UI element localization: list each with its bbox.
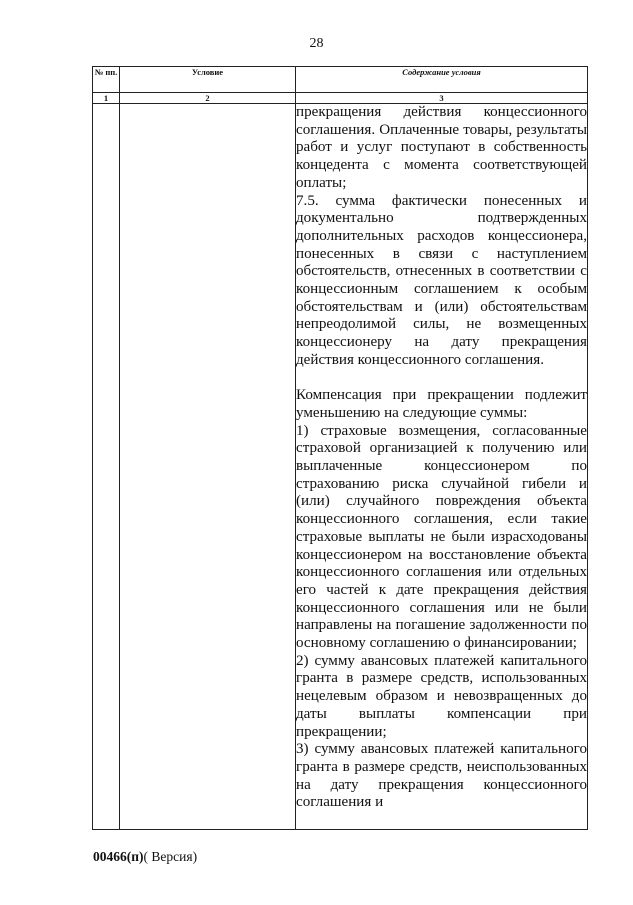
document-version: ( Версия) xyxy=(143,849,198,864)
header-content: Содержание условия xyxy=(296,67,588,93)
header-condition: Условие xyxy=(120,67,296,93)
content-paragraph: 3) сумму авансовых платежей капитального гранта в размере средств, неиспользованных на дату прекращения концессионного соглашения и xyxy=(296,741,587,811)
document-footer xyxy=(93,849,197,865)
content-paragraph: 2) сумму авансовых платежей капитального гранта в размере средств, использованных нецелевым образом и невозвращенных до даты выплаты компенсации при прекращении; xyxy=(296,652,587,740)
table-header-row xyxy=(93,67,588,93)
table-row xyxy=(93,104,588,830)
column-number-1: 1 xyxy=(93,93,120,104)
num-cell xyxy=(93,104,120,830)
condition-cell xyxy=(120,104,296,830)
content-paragraph: прекращения действия концессионного соглашения. Оплаченные товары, результаты работ и услуг поступают в собственность концедента с момента соответствующей оплаты; xyxy=(296,104,587,191)
conditions-table xyxy=(92,66,588,830)
content-paragraph: 1) страховые возмещения, согласованные страховой организацией к получению или выплаченные концессионером по страхованию риска случайной гибели и (или) случайного повреждения объекта концессионного соглашения, если такие страховые выплаты не были израсходованы концессионером на восстановление объекта концессионного соглашения или отдельных его частей к дате прекращения действия концессионного соглашения или не были направлены на погашение задолженности по основному соглашению о финансировании; xyxy=(296,422,587,652)
content-paragraph: Компенсация при прекращении подлежит уменьшению на следующие суммы: xyxy=(296,387,587,421)
header-num: № пп. xyxy=(93,67,120,93)
content-cell xyxy=(296,104,588,830)
column-number-2: 2 xyxy=(120,93,296,104)
column-number-row xyxy=(93,93,588,104)
content-paragraph: 7.5. сумма фактически понесенных и документально подтвержденных дополнительных расходов концессионера, понесенных в связи с наступлением обстоятельств, отнесенных в соответствии с концессионным соглашением к особым обстоятельствам и (или) обстоятельствам непреодолимой силы, не возмещенных концессионеру на дату прекращения действия концессионного соглашения. xyxy=(296,192,587,368)
paragraph-gap xyxy=(296,370,587,388)
page-number: 28 xyxy=(309,36,324,51)
column-number-3: 3 xyxy=(296,93,588,104)
document-code: 00466(п) xyxy=(93,849,144,864)
